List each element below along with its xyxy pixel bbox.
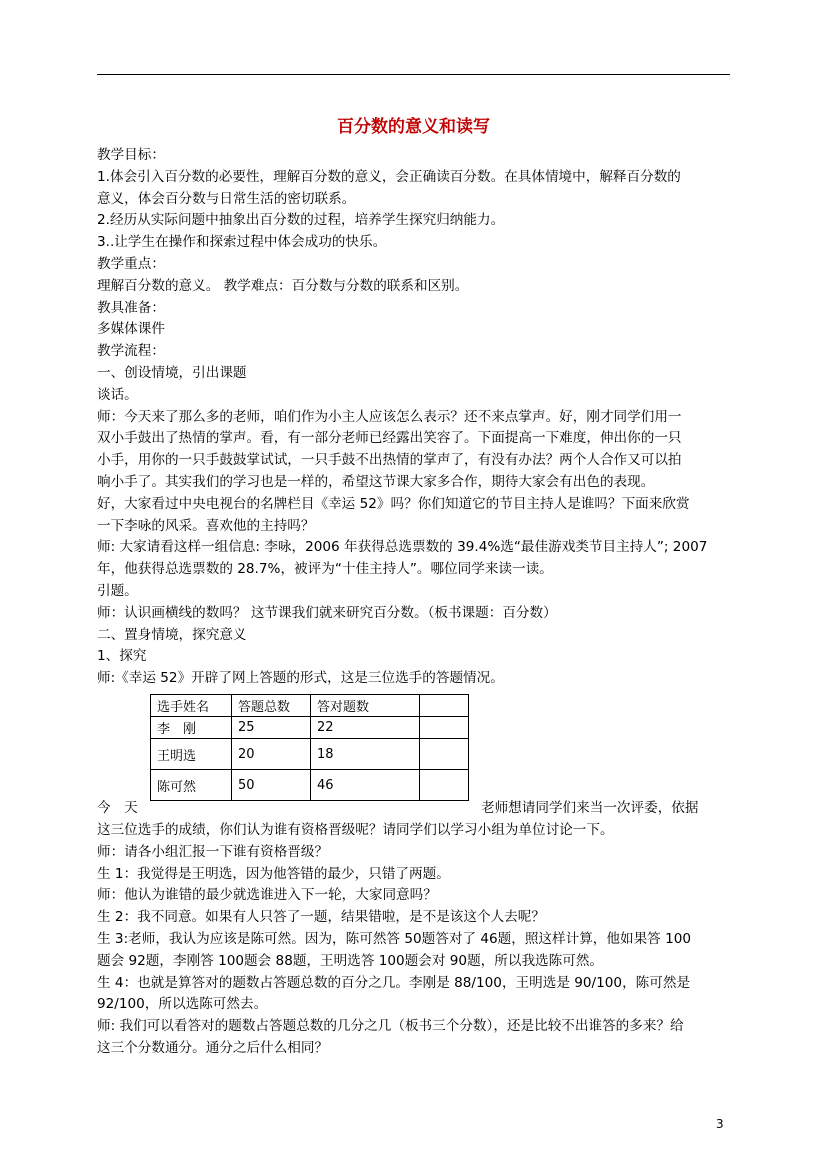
text-line: 年，他获得总选票数的 28.7%，被评为“十佳主持人”。哪位同学来读一读。	[97, 561, 553, 578]
text-line: 师：请各小组汇报一下谁有资格晋级？	[97, 843, 329, 860]
text-line: 理解百分数的意义。 教学难点：百分数与分数的联系和区别。	[97, 277, 469, 294]
text-line: 生 3:老师，我认为应该是陈可然。因为，陈可然答 50题答对了 46题，照这样计算，他如果答 100	[97, 930, 692, 947]
table-cell: 22	[311, 717, 420, 739]
table-cell: 陈可然	[151, 770, 232, 801]
table-cell: 20	[232, 739, 311, 770]
text-line: 谈话。	[97, 386, 138, 403]
text-fragment: 今 天	[97, 799, 138, 816]
text-line: 这三位选手的成绩，你们认为谁有资格晋级呢？请同学们以学习小组为单位讨论一下。	[97, 821, 614, 838]
table-cell	[420, 717, 469, 739]
table-header-row	[151, 695, 469, 717]
text-line: 教学流程：	[97, 343, 165, 360]
text-line: 这三个分数通分。通分之后什么相同？	[97, 1039, 329, 1056]
text-line: 好，大家看过中央电视台的名牌栏目《幸运 52》吗？你们知道它的节目主持人是谁吗？下面来欣赏	[97, 495, 690, 512]
table-header-cell: 答对题数	[311, 695, 420, 717]
text-line: 师：认识画横线的数吗？ 这节课我们就来研究百分数。（板书课题：百分数）	[97, 604, 557, 621]
text-line-split	[97, 798, 730, 820]
text-fragment: 老师想请同学们来当一次评委，依据	[481, 799, 699, 816]
text-line: 3..让学生在操作和探索过程中体会成功的快乐。	[97, 234, 387, 251]
table-row	[151, 717, 469, 739]
text-line: 教学重点：	[97, 255, 165, 272]
text-line: 小手，用你的一只手鼓鼓掌试试，一只手鼓不出热情的掌声了，有没有办法？两个人合作又可以拍	[97, 452, 682, 469]
table-header-cell: 答题总数	[232, 695, 311, 717]
text-line: 教具准备：	[97, 299, 165, 316]
contestant-score-table	[150, 694, 469, 801]
text-line: 一下李咏的风采。喜欢他的主持吗？	[97, 517, 315, 534]
table-row	[151, 739, 469, 770]
table-cell: 李 刚	[151, 717, 232, 739]
text-line: 师: 我们可以看答对的题数占答题总数的几分之几（板书三个分数），还是比较不出谁答的多来？给	[97, 1018, 684, 1035]
table-row	[151, 770, 469, 801]
table-header-cell: 选手姓名	[151, 695, 232, 717]
text-line: 多媒体课件	[97, 321, 165, 338]
header-rule	[97, 74, 730, 75]
table-cell: 46	[311, 770, 420, 801]
text-line: 双小手鼓出了热情的掌声。看，有一部分老师已经露出笑容了。下面提高一下难度，伸出你的一只	[97, 430, 682, 447]
page-title: 百分数的意义和读写	[337, 117, 490, 137]
text-line: 题会 92题，李刚答 100题会 88题，王明选答 100题会对 90题，所以我选陈可然。	[97, 952, 604, 969]
text-line: 师:《幸运 52》开辟了网上答题的形式，这是三位选手的答题情况。	[97, 670, 504, 687]
text-line: 2.经历从实际问题中抽象出百分数的过程，培养学生探究归纳能力。	[97, 212, 505, 229]
text-line: 意义，体会百分数与日常生活的密切联系。	[97, 190, 356, 207]
text-line: 师: 大家请看这样一组信息: 李咏，2006 年获得总选票数的 39.4%选“最佳游戏类节目主持人”; 2007	[97, 539, 708, 556]
table-cell	[420, 739, 469, 770]
document-body	[97, 145, 730, 1060]
text-line: 引题。	[97, 582, 138, 599]
text-line: 1.体会引入百分数的必要性，理解百分数的意义，会正确读百分数。在具体情境中，解释百分数的	[97, 168, 681, 185]
table-cell: 25	[232, 717, 311, 739]
text-line: 师：他认为谁错的最少就选谁进入下一轮，大家同意吗？	[97, 887, 437, 904]
text-line: 师：今天来了那么多的老师，咱们作为小主人应该怎么表示？还不来点掌声。好，刚才同学们用一	[97, 408, 682, 425]
text-line: 1、探究	[97, 648, 147, 665]
text-line: 生 1：我觉得是王明选，因为他答错的最少，只错了两题。	[97, 865, 450, 882]
page-number: 3	[716, 1117, 724, 1131]
table-cell: 18	[311, 739, 420, 770]
text-line: 生 4：也就是算答对的题数占答题总数的百分之几。李刚是 88/100，王明选是 90/100，陈可然是	[97, 974, 691, 991]
table-header-cell	[420, 695, 469, 717]
text-line: 生 2：我不同意。如果有人只答了一题，结果错啦，是不是该这个人去呢？	[97, 909, 545, 926]
text-line: 二、置身情境，探究意义	[97, 626, 247, 643]
text-line: 响小手了。其实我们的学习也是一样的，希望这节课大家多合作，期待大家会有出色的表现。	[97, 473, 655, 490]
text-line: 92/100，所以选陈可然去。	[97, 996, 268, 1013]
text-line: 教学目标：	[97, 147, 165, 163]
text-line: 一、创设情境，引出课题	[97, 364, 247, 381]
table-cell: 王明选	[151, 739, 232, 770]
table-cell: 50	[232, 770, 311, 801]
table-cell	[420, 770, 469, 801]
